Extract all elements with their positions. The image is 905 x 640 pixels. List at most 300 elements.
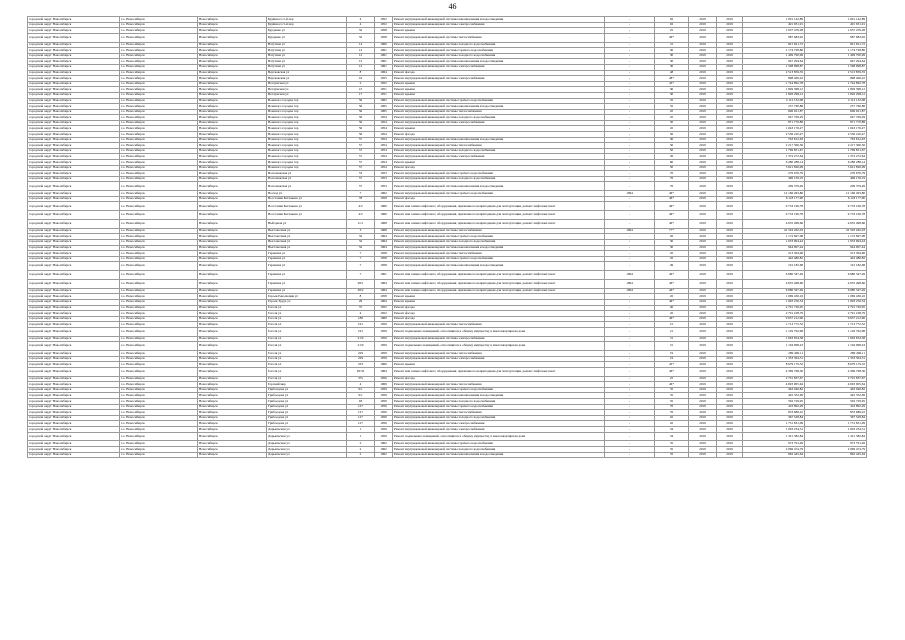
table-cell-work: Ремонт фасада: [393, 311, 605, 317]
table-cell-c: 2019: [717, 42, 743, 48]
table-cell-year: 1954: [375, 165, 393, 171]
table-cell-year: 1958: [375, 196, 393, 202]
table-cell-city: Новосибирск: [198, 182, 267, 191]
table-cell-dash: -: [605, 245, 655, 251]
table-cell-city: Новосибирск: [198, 59, 267, 65]
table-cell-dash: -: [605, 262, 655, 271]
table-cell-street: Гаранина ул: [267, 262, 347, 271]
table-cell-b: 2019: [689, 202, 717, 211]
table-cell-house: 4/2: [347, 202, 375, 211]
table-cell-year: 1956: [375, 410, 393, 416]
table-cell-municipality: городской округ Новосибирск: [28, 271, 120, 280]
table-cell-year: 1954: [375, 132, 393, 138]
table-cell-house: 57: [347, 176, 375, 182]
table-cell-dash: -: [605, 251, 655, 257]
table-cell-street: Гоголя ул: [267, 376, 347, 382]
table-cell-street: Военного городка тер: [267, 154, 347, 160]
table-cell-street: Гоголя ул: [267, 356, 347, 362]
table-cell-sum1: 1 731 831,09: [743, 421, 805, 427]
table-cell-city: Новосибирск: [198, 393, 267, 399]
table-cell-year: 1961: [375, 271, 393, 280]
table-cell-b: 2019: [689, 211, 717, 220]
table-cell-a: 43*: [655, 362, 689, 368]
table-cell-city: Новосибирск: [198, 76, 267, 82]
table-cell-settlement: г.о. Новосибирск: [120, 76, 198, 82]
table-cell-sum1: 1 091 142,89: [743, 17, 805, 23]
table-cell-work: Ремонт крыши: [393, 92, 605, 98]
table-cell-house: 9/1: [347, 393, 375, 399]
table-cell-house: 17: [347, 92, 375, 98]
table-cell-sum2: 871 770,89: [805, 120, 867, 126]
table-cell-work: Ремонт внутридомовой инженерной системы электроснабжения: [393, 64, 605, 70]
table-cell-work: Ремонт крыши: [393, 299, 605, 305]
table-cell-year: 1952: [375, 305, 393, 311]
table-cell-municipality: городской округ Новосибирск: [28, 245, 120, 251]
table-cell-settlement: г.о. Новосибирск: [120, 279, 198, 288]
table-cell-dash: -: [605, 311, 655, 317]
table-cell-work: Ремонт внутридомовой инженерной системы холодного водоснабжения: [393, 53, 605, 59]
table-cell-settlement: г.о. Новосибирск: [120, 410, 198, 416]
table-cell-sum2: 1 174 728,86: [805, 48, 867, 54]
table-cell-municipality: городской округ Новосибирск: [28, 376, 120, 382]
table-cell-sum1: 442 480,82: [743, 256, 805, 262]
table-cell-work: Ремонт внутридомовой инженерной системы канализования и водоотведения: [393, 59, 605, 65]
table-cell-dash: -: [605, 415, 655, 421]
table-cell-city: Новосибирск: [198, 220, 267, 229]
table-cell-municipality: городской округ Новосибирск: [28, 410, 120, 416]
table-cell-dash: -: [605, 327, 655, 336]
table-cell-settlement: г.о. Новосибирск: [120, 387, 198, 393]
table-cell-c: 2019: [717, 92, 743, 98]
table-cell-sum1: 416 892,29: [743, 404, 805, 410]
table-cell-sum1: 209 379,49: [743, 182, 805, 191]
table-cell-dash: -: [605, 48, 655, 54]
table-cell-settlement: г.о. Новосибирск: [120, 126, 198, 132]
table-cell-city: Новосибирск: [198, 322, 267, 328]
table-cell-street: Героев Труда ул: [267, 299, 347, 305]
table-cell-a: 70: [655, 171, 689, 177]
table-cell-year: 1968: [375, 220, 393, 229]
table-cell-a: 60: [655, 160, 689, 166]
table-cell-settlement: г.о. Новосибирск: [120, 137, 198, 143]
table-cell-a: 46*: [655, 367, 689, 376]
table-cell-work: Ремонт внутридомовой инженерной системы канализования и водоотведения: [393, 245, 605, 251]
table-cell-year: 1959: [375, 342, 393, 351]
table-cell-sum1: 1 321 382,84: [743, 432, 805, 441]
table-cell-sum1: 2 701 837,67: [743, 376, 805, 382]
table-cell-city: Новосибирск: [198, 351, 267, 357]
table-cell-house: 28/1: [347, 279, 375, 288]
table-cell-year: 1964: [375, 70, 393, 76]
table-cell-street: Грибоедова ул: [267, 393, 347, 399]
table-cell-a: 49: [655, 262, 689, 271]
table-cell-a: 21: [655, 327, 689, 336]
table-cell-year: 1958: [375, 294, 393, 300]
table-cell-settlement: г.о. Новосибирск: [120, 415, 198, 421]
table-cell-house: 32: [347, 33, 375, 42]
table-cell-sum1: 9 657 212,96: [743, 316, 805, 322]
table-cell-c: 2019: [717, 171, 743, 177]
table-cell-c: 2019: [717, 376, 743, 382]
table-cell-street: Гоголя ул: [267, 327, 347, 336]
table-cell-street: Волочаевская ул: [267, 176, 347, 182]
table-cell-municipality: городской округ Новосибирск: [28, 234, 120, 240]
table-row: [28, 279, 867, 288]
table-cell-house: 233: [347, 362, 375, 368]
table-cell-dash: -: [605, 98, 655, 104]
table-cell-b: 2019: [689, 245, 717, 251]
table-cell-sum2: 1 093 234,31: [805, 427, 867, 433]
table-cell-sum1: 191 182,68: [743, 262, 805, 271]
table-cell-house: 32: [347, 245, 375, 251]
table-cell-year: 1954: [375, 120, 393, 126]
table-cell-city: Новосибирск: [198, 294, 267, 300]
table-cell-a: 70: [655, 176, 689, 182]
table-cell-municipality: городской округ Новосибирск: [28, 171, 120, 177]
table-cell-sum2: 1 129 762,98: [805, 327, 867, 336]
table-row: [28, 271, 867, 280]
table-cell-city: Новосибирск: [198, 70, 267, 76]
table-cell-street: Ветлужская ул: [267, 81, 347, 87]
table-cell-sum1: 853 689,22: [743, 410, 805, 416]
table-cell-house: 12: [347, 59, 375, 65]
table-cell-year: 1953: [375, 171, 393, 177]
table-cell-city: Новосибирск: [198, 98, 267, 104]
table-cell-a: 35: [655, 393, 689, 399]
table-cell-dash: -: [605, 196, 655, 202]
table-cell-dash: -: [605, 421, 655, 427]
table-cell-a: 31: [655, 336, 689, 342]
table-cell-work: Ремонт или замена лифтового оборудования, признанного непригодным для эксплуатации, ремонт лифтовых шахт: [393, 288, 605, 294]
table-cell-a: 30: [655, 64, 689, 70]
table-cell-year: 1958: [375, 251, 393, 257]
table-cell-street: Грибоедова ул: [267, 421, 347, 427]
table-cell-sum1: 12 166 493,86: [743, 191, 805, 197]
table-cell-sum2: 6 680 347,49: [805, 271, 867, 280]
table-cell-street: Военного городка тер: [267, 132, 347, 138]
table-cell-house: 127: [347, 410, 375, 416]
table-cell-b: 2019: [689, 22, 717, 28]
table-cell-dash: -: [605, 33, 655, 42]
table-cell-street: Восстания Бетховена ул: [267, 196, 347, 202]
table-cell-b: 2019: [689, 115, 717, 121]
table-cell-sum1: 871 770,89: [743, 120, 805, 126]
table-cell-year: 1958: [375, 256, 393, 262]
table-cell-work: Ремонт крыши: [393, 126, 605, 132]
table-cell-city: Новосибирск: [198, 367, 267, 376]
table-cell-c: 2019: [717, 245, 743, 251]
table-cell-dash: -: [605, 452, 655, 458]
table-cell-sum1: 5 621 826,09: [743, 165, 805, 171]
table-cell-street: Гаранина ул: [267, 288, 347, 294]
table-cell-work: Ремонт подвальных помещений, относящихся к общему имуществу в многоквартирном доме: [393, 327, 605, 336]
table-cell-sum2: 2 069 474,79: [805, 447, 867, 453]
table-cell-city: Новосибирск: [198, 87, 267, 93]
table-cell-sum2: 1 353 304,31: [805, 356, 867, 362]
table-cell-city: Новосибирск: [198, 191, 267, 197]
table-cell-work: Ремонт внутридомовой инженерной системы холодного водоснабжения: [393, 176, 605, 182]
table-cell-year: 1959: [375, 356, 393, 362]
table-cell-work: Ремонт внутридомовой инженерной системы холодного водоснабжения: [393, 239, 605, 245]
table-cell-sum2: 1 069 436,16: [805, 294, 867, 300]
table-cell-b: 2019: [689, 120, 717, 126]
table-cell-house: 28/2: [347, 288, 375, 294]
table-cell-street: Ватутина ул: [267, 64, 347, 70]
table-cell-work: Ремонт внутридомовой инженерной системы горячего водоснабжения: [393, 256, 605, 262]
table-cell-house: 21/9: [347, 336, 375, 342]
table-cell-sum2: 862 445,64: [805, 452, 867, 458]
table-cell-year: 1951: [375, 87, 393, 93]
table-cell-dash: -: [605, 81, 655, 87]
table-cell-city: Новосибирск: [198, 109, 267, 115]
table-cell-settlement: г.о. Новосибирск: [120, 191, 198, 197]
table-cell-city: Новосибирск: [198, 64, 267, 70]
table-cell-city: Новосибирск: [198, 33, 267, 42]
table-cell-sum2: 9 657 212,96: [805, 316, 867, 322]
table-cell-city: Новосибирск: [198, 421, 267, 427]
table-row: [28, 220, 867, 229]
table-cell-b: 2019: [689, 154, 717, 160]
table-cell-settlement: г.о. Новосибирск: [120, 59, 198, 65]
table-cell-settlement: г.о. Новосибирск: [120, 70, 198, 76]
table-cell-municipality: городской округ Новосибирск: [28, 22, 120, 28]
table-cell-municipality: городской округ Новосибирск: [28, 367, 120, 376]
table-cell-dash: -: [605, 53, 655, 59]
table-cell-street: Ватутина ул: [267, 42, 347, 48]
table-cell-b: 2019: [689, 305, 717, 311]
table-cell-sum2: 1 409 700,99: [805, 53, 867, 59]
table-cell-settlement: г.о. Новосибирск: [120, 399, 198, 405]
table-cell-municipality: городской округ Новосибирск: [28, 228, 120, 234]
table-cell-house: 56: [347, 104, 375, 110]
table-cell-street: Выборная ул: [267, 220, 347, 229]
table-cell-work: Ремонт внутридомовой инженерной системы теплоснабжения: [393, 351, 605, 357]
table-cell-sum2: 191 182,68: [805, 262, 867, 271]
table-cell-house: 93: [347, 399, 375, 405]
table-cell-sum1: 1 829 398,12: [743, 87, 805, 93]
table-cell-house: 57: [347, 160, 375, 166]
table-cell-sum2: 1 091 142,89: [805, 17, 867, 23]
table-cell-sum1: 6 680 347,49: [743, 288, 805, 294]
table-cell-house: 1: [347, 432, 375, 441]
table-cell-house: 186: [347, 316, 375, 322]
table-cell-a: 35: [655, 441, 689, 447]
table-cell-dash: -: [605, 165, 655, 171]
table-cell-municipality: городской округ Новосибирск: [28, 299, 120, 305]
table-cell-work: Ремонт внутридомовой инженерной системы горячего водоснабжения: [393, 387, 605, 393]
table-cell-a: 46*: [655, 202, 689, 211]
table-cell-sum2: 463 046,82: [805, 387, 867, 393]
table-cell-sum2: 4 655 498,66: [805, 220, 867, 229]
table-cell-city: Новосибирск: [198, 202, 267, 211]
table-cell-work: Ремонт внутридомовой инженерной системы теплоснабжения: [393, 33, 605, 42]
table-cell-house: 57: [347, 182, 375, 191]
table-cell-municipality: городской округ Новосибирск: [28, 120, 120, 126]
table-cell-settlement: г.о. Новосибирск: [120, 362, 198, 368]
page-number: 46: [448, 2, 457, 11]
table-cell-city: Новосибирск: [198, 432, 267, 441]
table-cell-c: 2019: [717, 64, 743, 70]
table-cell-street: Восстания Бетховена ул: [267, 202, 347, 211]
table-cell-a: 70: [655, 410, 689, 416]
table-cell-a: 50: [655, 165, 689, 171]
table-cell-settlement: г.о. Новосибирск: [120, 42, 198, 48]
table-cell-house: 4: [347, 382, 375, 388]
table-cell-city: Новосибирск: [198, 104, 267, 110]
table-cell-city: Новосибирск: [198, 279, 267, 288]
table-cell-city: Новосибирск: [198, 115, 267, 121]
table-cell-dash: -: [605, 447, 655, 453]
table-cell-dash: -: [605, 362, 655, 368]
table-cell-work: Ремонт подвальных помещений, относящихся к общему имуществу в многоквартирном доме: [393, 432, 605, 441]
table-cell-municipality: городской округ Новосибирск: [28, 143, 120, 149]
table-cell-c: 2019: [717, 126, 743, 132]
table-cell-city: Новосибирск: [198, 196, 267, 202]
table-cell-settlement: г.о. Новосибирск: [120, 132, 198, 138]
table-cell-b: 2019: [689, 28, 717, 34]
table-cell-a: 45: [655, 415, 689, 421]
table-cell-municipality: городской округ Новосибирск: [28, 356, 120, 362]
table-cell-a: 50: [655, 154, 689, 160]
table-cell-sum2: 1 637 476,28: [805, 28, 867, 34]
table-cell-house: 127: [347, 404, 375, 410]
table-cell-street: Военного городка тер: [267, 104, 347, 110]
table-cell-settlement: г.о. Новосибирск: [120, 327, 198, 336]
table-cell-sum1: 2 791 726,95: [743, 305, 805, 311]
table-cell-sum1: 1 598 998,87: [743, 64, 805, 70]
table-cell-municipality: городской округ Новосибирск: [28, 211, 120, 220]
table-cell-house: 12: [347, 64, 375, 70]
table-cell-year: 1961: [375, 64, 393, 70]
table-cell-sum1: 1 409 700,99: [743, 53, 805, 59]
table-cell-sum1: 2 513 859,35: [743, 70, 805, 76]
table-cell-sum1: 1 043 176,27: [743, 126, 805, 132]
table-cell-year: 1953: [375, 182, 393, 191]
table-cell-city: Новосибирск: [198, 48, 267, 54]
table-cell-house: 14: [347, 42, 375, 48]
table-cell-year: 1955: [375, 76, 393, 82]
table-cell-dash: -: [605, 336, 655, 342]
table-cell-a: 70: [655, 182, 689, 191]
table-cell-sum2: 257 760,88: [805, 104, 867, 110]
table-cell-b: 2019: [689, 92, 717, 98]
table-cell-street: Ветлужская ул: [267, 87, 347, 93]
table-cell-settlement: г.о. Новосибирск: [120, 154, 198, 160]
table-cell-city: Новосибирск: [198, 342, 267, 351]
table-cell-settlement: г.о. Новосибирск: [120, 234, 198, 240]
table-cell-settlement: г.о. Новосибирск: [120, 447, 198, 453]
table-cell-dash: -: [605, 28, 655, 34]
table-cell-b: 2019: [689, 404, 717, 410]
table-cell-b: 2019: [689, 53, 717, 59]
table-cell-year: 1952: [375, 311, 393, 317]
table-cell-year: 1953: [375, 176, 393, 182]
table-cell-sum1: 276 676,79: [743, 171, 805, 177]
table-cell-municipality: городской округ Новосибирск: [28, 322, 120, 328]
table-cell-work: Ремонт внутридомовой инженерной системы канализования и водоотведения: [393, 137, 605, 143]
table-cell-sum1: 1 637 476,28: [743, 28, 805, 34]
table-cell-c: 2019: [717, 251, 743, 257]
table-cell-municipality: городской округ Новосибирск: [28, 387, 120, 393]
table-cell-sum2: 445 352,69: [805, 393, 867, 399]
table-cell-city: Новосибирск: [198, 316, 267, 322]
table-cell-municipality: городской округ Новосибирск: [28, 98, 120, 104]
table-cell-b: 2019: [689, 42, 717, 48]
table-cell-work: Ремонт или замена лифтового оборудования, признанного непригодным для эксплуатации, ремонт лифтовых шахт: [393, 211, 605, 220]
table-cell-sum1: 1 744 892,78: [743, 81, 805, 87]
table-cell-dash: -: [605, 42, 655, 48]
table-cell-city: Новосибирск: [198, 399, 267, 405]
table-cell-work: Ремонт внутридомовой инженерной системы электроснабжения: [393, 120, 605, 126]
table-cell-c: 2019: [717, 81, 743, 87]
table-cell-sum2: 944 907,44: [805, 245, 867, 251]
table-cell-sum2: 592 729,95: [805, 399, 867, 405]
table-cell-house: 2: [347, 452, 375, 458]
table-cell-sum2: 1 194 098,43: [805, 342, 867, 351]
table-cell-municipality: городской округ Новосибирск: [28, 126, 120, 132]
table-cell-settlement: г.о. Новосибирск: [120, 98, 198, 104]
table-cell-a: 46*: [655, 382, 689, 388]
table-cell-municipality: городской округ Новосибирск: [28, 182, 120, 191]
table-cell-settlement: г.о. Новосибирск: [120, 64, 198, 70]
table-cell-a: 50: [655, 120, 689, 126]
table-cell-street: Бурденко ул: [267, 33, 347, 42]
table-cell-sum1: 1 372 272,64: [743, 154, 805, 160]
table-cell-street: Дарьяльская ул: [267, 452, 347, 458]
table-cell-municipality: городской округ Новосибирск: [28, 154, 120, 160]
table-cell-municipality: городской округ Новосибирск: [28, 239, 120, 245]
table-cell-sum2: 2 791 726,95: [805, 305, 867, 311]
table-cell-dash: -: [605, 404, 655, 410]
table-cell-a: 46*: [655, 271, 689, 280]
table-cell-street: Героев Революции ул: [267, 294, 347, 300]
table-cell-b: 2019: [689, 415, 717, 421]
table-cell-b: 2019: [689, 256, 717, 262]
table-cell-house: 8: [347, 70, 375, 76]
table-cell-dash: -: [605, 211, 655, 220]
table-cell-street: Гоголя ул: [267, 336, 347, 342]
table-cell-sum2: 2 701 837,67: [805, 376, 867, 382]
table-cell-sum1: 973 791,49: [743, 441, 805, 447]
table-cell-c: 2019: [717, 228, 743, 234]
table-cell-settlement: г.о. Новосибирск: [120, 376, 198, 382]
table-cell-a: 19: [655, 356, 689, 362]
table-cell-municipality: городской округ Новосибирск: [28, 399, 120, 405]
table-cell-dash: -: [605, 432, 655, 441]
table-cell-settlement: г.о. Новосибирск: [120, 367, 198, 376]
table-cell-settlement: г.о. Новосибирск: [120, 202, 198, 211]
table-row: [28, 33, 867, 42]
table-cell-settlement: г.о. Новосибирск: [120, 351, 198, 357]
table-cell-b: 2019: [689, 76, 717, 82]
table-cell-sum1: 4 369 768,36: [743, 367, 805, 376]
table-cell-house: 1: [347, 427, 375, 433]
table-cell-sum1: 898 406,22: [743, 76, 805, 82]
table-cell-year: 1954: [375, 154, 393, 160]
table-cell-a: 35: [655, 399, 689, 405]
table-cell-settlement: г.о. Новосибирск: [120, 245, 198, 251]
table-cell-city: Новосибирск: [198, 165, 267, 171]
table-cell-a: 30: [655, 92, 689, 98]
table-cell-work: Ремонт внутридомовой инженерной системы канализования и водоотведения: [393, 393, 605, 399]
table-cell-house: 4: [347, 311, 375, 317]
table-cell-house: 32: [347, 239, 375, 245]
capital-repair-table: [27, 16, 867, 458]
table-cell-sum2: 496 159,19: [805, 176, 867, 182]
table-cell-a: 21: [655, 322, 689, 328]
table-cell-work: Ремонт внутридомовой инженерной системы теплоснабжения: [393, 143, 605, 149]
table-cell-c: 2019: [717, 17, 743, 23]
